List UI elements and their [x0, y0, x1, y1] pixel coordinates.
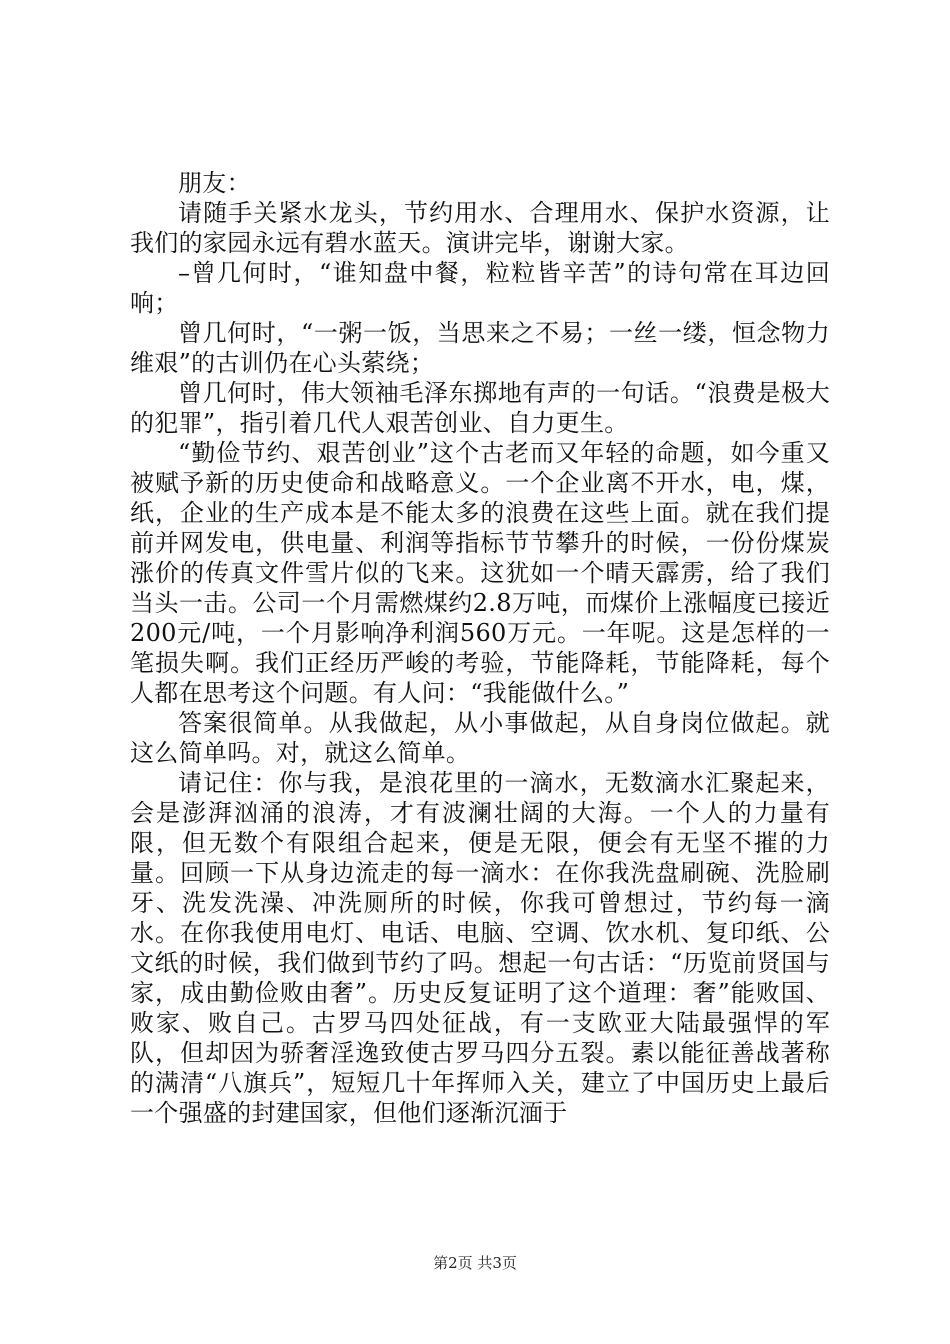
paragraph-answer: 答案很简单。从我做起，从小事做起，从自身岗位做起。就这么简单吗。对，就这么简单。: [130, 709, 830, 767]
document-body: [130, 168, 830, 1128]
page-footer: [0, 1252, 950, 1273]
paragraph-greeting: 朋友：: [178, 169, 251, 197]
paragraph-water-appeal: 请随手关紧水龙头，节约用水、合理用水、保护水资源，让我们的家园永远有碧水蓝天。演讲完毕，谢谢大家。: [130, 199, 830, 257]
paragraph-frugality-theme: “勤俭节约、艰苦创业”这个古老而又年轻的命题，如今重又被赋予新的历史使命和战略意义。一个企业离不开水，电，煤，纸，企业的生产成本是不能太多的浪费在这些上面。就在我们提前并网发电，供电量、利润等指标节节攀升的时候，一份份煤炭涨价的传真文件雪片似的飞来。这犹如一个晴天霹雳，给了我们当头一击。公司一个月需燃煤约2.8万吨，而煤价上涨幅度已接近200元/吨，一个月影响净利润560万元。一年呢。这是怎样的一笔损失啊。我们正经历严峻的考验，节能降耗，节能降耗，每个人都在思考这个问题。有人问：“我能做什么。”: [130, 439, 830, 707]
paragraph-ancient-precept: 曾几何时，“一粥一饭，当思来之不易；一丝一缕，恒念物力维艰”的古训仍在心头萦绕；: [130, 319, 830, 377]
paragraph-remember: 请记住：你与我，是浪花里的一滴水，无数滴水汇聚起来，会是澎湃汹涌的浪涛，才有波澜壮阔的大海。一个人的力量有限，但无数个有限组合起来，便是无限，便会有无坚不摧的力量。回顾一下从身边流走的每一滴水：在你我洗盘刷碗、洗脸刷牙、洗发洗澡、冲洗厕所的时候，你我可曾想过，节约每一滴水。在你我使用电灯、电话、电脑、空调、饮水机、复印纸、公文纸的时候，我们做到节约了吗。想起一句古话：“历览前贤国与家，成由勤俭败由奢”。历史反复证明了这个道理：奢”能败国、败家、败自己。古罗马四处征战，有一支欧亚大陆最强悍的军队，但却因为骄奢淫逸致使古罗马四分五裂。素以能征善战著称的满清“八旗兵”，短短几十年挥师入关，建立了中国历史上最后一个强盛的封建国家，但他们逐渐沉湎于: [130, 769, 830, 1127]
paragraph-poem-memory: –曾几何时，“谁知盘中餐，粒粒皆辛苦”的诗句常在耳边回响；: [130, 259, 830, 317]
paragraph-mao-quote: 曾几何时，伟大领袖毛泽东掷地有声的一句话。“浪费是极大的犯罪”，指引着几代人艰苦创业、自力更生。: [130, 379, 830, 437]
page-number-label: 第2页 共3页: [433, 1254, 517, 1272]
